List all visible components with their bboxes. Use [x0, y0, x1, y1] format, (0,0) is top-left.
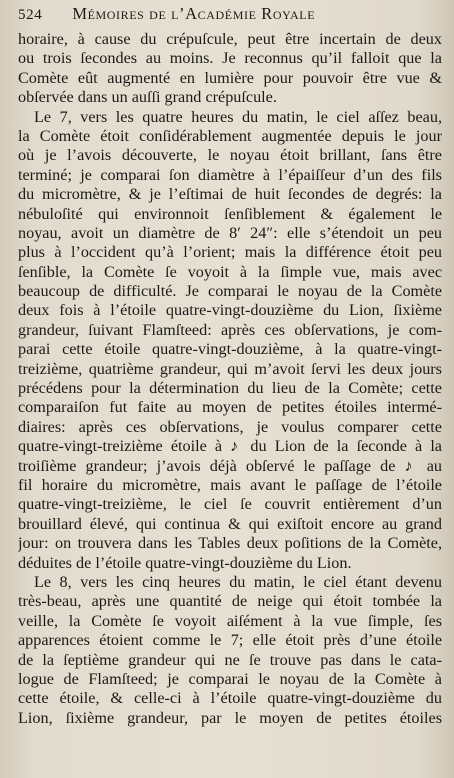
- text-line: apparences étoient comme le 7; elle étoit près d’une étoile: [18, 631, 442, 650]
- text-line: deux fois à l’étoile quatre-vingt-douzième du Lion, ſixième: [18, 301, 442, 320]
- paragraph-le-7: [18, 108, 442, 573]
- text-line: Le 8, vers les cinq heures du matin, le ciel étant devenu: [34, 572, 442, 591]
- text-line: Lion, ſixième grandeur, par le moyen de petites étoiles: [18, 708, 442, 727]
- text-line: diaires: après ces obſervations, je voulus comparer cette: [18, 417, 442, 436]
- text-line: Le 7, vers les quatre heures du matin, le ciel aſſez beau,: [34, 107, 442, 126]
- text-line: ou trois ſecondes au moins. Je reconnus qu’il falloit que la: [18, 49, 442, 68]
- page-number: 524: [18, 7, 43, 23]
- text-line: la Comète étoit conſidérablement augmentée depuis le jour: [18, 126, 442, 145]
- text-line: treizième, quatrième grandeur, qui m’avoit ſervi les deux jours: [18, 359, 442, 378]
- text-line: ſenſible, la Comète ſe voyoit à la ſimple vue, mais avec: [18, 262, 442, 281]
- text-line: de la ſeptième grandeur qui ne ſe trouve pas dans le cata-: [18, 650, 442, 669]
- text-line: fil horaire du micromètre, mais avant le paſſage de l’étoile: [18, 475, 442, 494]
- text-line: où je l’avois découverte, le noyau étoit brillant, ſans être: [18, 146, 442, 165]
- text-line: brouillard élevé, qui continua & qui exiſtoit encore au grand: [18, 514, 442, 533]
- text-line: noyau, avoit un diamètre de 8′ 24″: elle s’étendoit un peu: [18, 223, 442, 242]
- text-line: du micromètre, & je l’eſtimai de huit ſecondes de degrés: la: [18, 185, 442, 204]
- text-line: déduites de l’étoile quatre-vingt-douzième du Lion.: [18, 553, 352, 572]
- text-line: quatre-vingt-treizième étoile à ♪ du Lion de la ſeconde à la: [18, 437, 442, 456]
- running-title: Mémoires de l’Académie Royale: [72, 4, 316, 23]
- text-line: comparaiſon fut faite au moyen de petites étoiles intermé-: [18, 398, 442, 417]
- text-line: nébuloſité qui environnoit ſenſiblement & également le: [18, 204, 442, 223]
- body-text: [18, 30, 442, 728]
- text-line: précédens pour la détermination du lieu de la Comète; cette: [18, 379, 442, 398]
- text-line: parai cette étoile quatre-vingt-douzième, à la quatre-vingt-: [18, 340, 442, 359]
- text-line: grandeur, ſuivant Flamſteed: après ces obſervations, je com-: [18, 320, 442, 339]
- text-line: logue de Flamſteed; je comparai le noyau de la Comète à: [18, 669, 442, 688]
- text-line: horaire, à cause du crépuſcule, peut être incertain de deux: [18, 30, 442, 48]
- text-line: très-beau, après une quantité de neige qui étoit tombée la: [18, 592, 442, 611]
- text-line: troiſième grandeur; j’avois déjà obſervé le paſſage de ♪ au: [18, 456, 442, 475]
- paragraph-le-8: [18, 573, 442, 728]
- text-line: beaucoup de difficulté. Je comparai le noyau de la Comète: [18, 282, 442, 301]
- text-line: cette étoile, & celle-ci à l’étoile quatre-vingt-douzième du: [18, 689, 442, 708]
- text-line: veille, la Comète ſe voyoit aiſément à la vue ſimple, ſes: [18, 611, 442, 630]
- paragraph-continuation: [18, 30, 442, 108]
- text-line: obſervée dans un auſſi grand crépuſcule.: [18, 88, 277, 107]
- text-line: terminé; je comparai ſon diamètre à l’épaiſſeur d’un des fils: [18, 165, 442, 184]
- text-line: plus à l’occident qu’à l’orient; mais la différence étoit peu: [18, 243, 442, 262]
- page-header: [18, 4, 440, 26]
- text-line: quatre-vingt-treizième, le ciel ſe couvrit entièrement d’un: [18, 495, 442, 514]
- text-line: Comète eût augmenté en lumière pour pouvoir être vue &: [18, 68, 442, 87]
- text-line: jour: on trouvera dans les Tables deux poſitions de la Comète,: [18, 534, 442, 553]
